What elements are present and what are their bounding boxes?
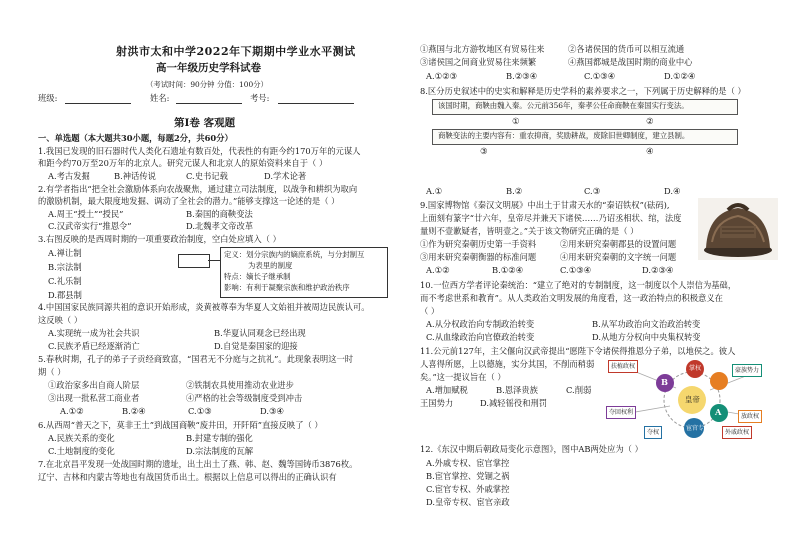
q3-line-1: 3.右图反映的是西周时期的一项重要政治制度，空白处应填入（ ）	[38, 234, 281, 244]
q10-option-a[interactable]: A.从分权政治向专制政治转变	[426, 319, 535, 329]
q7-item-4: ④燕国都城是战国时期的商业中心	[568, 57, 693, 67]
q11-option-c[interactable]: C.削弱	[566, 385, 592, 395]
label-tag-5: 夺权	[644, 426, 662, 439]
q8-answer-d[interactable]: D.④	[664, 186, 681, 196]
q3-box-line-1: 定义：划分宗族内的嫡庶系统，与分封制互	[224, 250, 365, 259]
q7-line-1: 7.在北京昌平发现一处战国时期的遗址，出土出土了燕、韩、赵、魏等国铸币3876枚。	[38, 459, 358, 469]
q4-line-2: 这反映（ ）	[38, 315, 83, 325]
number-label: 考号:	[250, 93, 270, 103]
q12-option-a[interactable]: A.外戚专权、宦官掌控	[426, 458, 510, 468]
q11-option-c-cont: 王国势力	[420, 398, 454, 408]
q2-option-a[interactable]: A.周王“授土”“授民”	[48, 209, 124, 219]
q6-line-1: 6.从西周“普天之下，莫非王土”到战国商鞅“废井田，开阡陌”直接反映了（ ）	[38, 420, 323, 430]
q2-option-c[interactable]: C.汉武帝实行“推恩令”	[48, 221, 132, 231]
node-a-letter: A	[715, 407, 722, 417]
q1-option-b[interactable]: B.神话传说	[114, 171, 156, 181]
exam-subtitle: 高一年级历史学科试卷	[156, 62, 261, 74]
q3-option-b[interactable]: B.宗法制	[48, 262, 82, 272]
q11-line-3: 矣。”这一提议旨在（ ）	[420, 372, 506, 382]
q9-item-4: ④用来研究秦朝的文字统一问题	[560, 252, 677, 262]
center-emperor-label: 皇帝	[685, 395, 700, 404]
q7-line-2: 辽宁、吉林和内蒙古等地也有战国货币出土。根据以上信息可以得出的正确认识有	[38, 472, 337, 482]
q3-option-c[interactable]: C.礼乐制	[48, 276, 82, 286]
q9-item-1: ①作为研究秦朝历史第一手资料	[420, 239, 537, 249]
q8-answer-b[interactable]: B.②	[506, 186, 523, 196]
q4-option-a[interactable]: A.实现统一成为社会共识	[48, 328, 140, 338]
q9-line-3: 量则不壹歉疑者，皆明壹之。”关于该文物研究正确的是（ ）	[420, 226, 639, 236]
class-label: 班级:	[38, 93, 58, 103]
q2-line-2: 的激励机制，最大限度地发掘、调动了全社会的潜力。”能够支撑这一论述的是（ ）	[38, 196, 340, 206]
q8-marker-1: ①	[512, 116, 520, 126]
q9-answer-b[interactable]: B.①②④	[492, 265, 524, 275]
q10-option-c[interactable]: C.从血缘政治向官僚政治转变	[426, 332, 535, 342]
q7-item-1: ①燕国与北方游牧地区有贸易往来	[420, 44, 545, 54]
q8-line-1: 8.区分历史叙述中的史实和解释是历史学科的素养要求之一，下列属于历史解释的是（ ）	[420, 86, 746, 96]
q3-option-a[interactable]: A.禅让制	[48, 248, 82, 258]
q6-option-a[interactable]: A.民族关系的变化	[48, 433, 115, 443]
label-tag-2: 豪族势力	[732, 364, 762, 377]
q5-line-2: 期（ ）	[38, 367, 66, 377]
class-field[interactable]	[65, 94, 131, 104]
node-bottom-label: 宦官专权	[686, 425, 711, 432]
q9-item-3: ③用来研究秦朝衡器的标准问题	[420, 252, 537, 262]
q2-option-d[interactable]: D.北魏孝文帝改革	[186, 221, 254, 231]
q9-item-2: ②用来研究秦朝郡县的设置问题	[560, 239, 677, 249]
q5-answer-c[interactable]: C.①③	[188, 406, 212, 416]
part1-instruction: 一、单选题（本大题共30小题，每题2分，共60分）	[38, 133, 233, 143]
q7-answer-a[interactable]: A.①②③	[426, 71, 457, 81]
q12-option-c[interactable]: C.宦官专权、外戚掌控	[426, 484, 510, 494]
label-tag-3: 夺回权利	[606, 406, 636, 419]
left-column	[38, 0, 394, 544]
q1-option-c[interactable]: C.史书记载	[186, 171, 228, 181]
q7-answer-c[interactable]: C.①③④	[584, 71, 616, 81]
q11-option-a[interactable]: A.增加赋税	[426, 385, 468, 395]
q5-item-1: ①政治家多出自商人阶层	[48, 380, 140, 390]
q6-option-c[interactable]: C.土地制度的变化	[48, 446, 115, 456]
label-tag-4: 放政权	[738, 410, 762, 423]
q8-marker-4: ④	[646, 146, 654, 156]
q3-blank-box	[178, 254, 210, 268]
number-field[interactable]	[278, 94, 354, 104]
q8-statement-1: 该国时期，商鞅由魏入秦。公元前356年，秦孝公任命商鞅在秦国实行变法。	[438, 101, 689, 110]
q4-option-b[interactable]: B.华夏认同观念已经出现	[214, 328, 306, 338]
q5-line-1: 5.春秋时期，孔子的弟子子贡经商致富，“国君无不分庭与之抗礼”。此现象表明这一时	[38, 354, 354, 364]
q3-connector	[208, 260, 220, 261]
q8-answer-a[interactable]: A.①	[426, 186, 443, 196]
q10-option-b[interactable]: B.从军功政治向文治政治转变	[592, 319, 701, 329]
node-b-letter: B	[661, 377, 669, 387]
q12-option-b[interactable]: B.宦官掌控、党锢之祸	[426, 471, 510, 481]
q8-answer-c[interactable]: C.③	[584, 186, 601, 196]
q7-item-3: ③诸侯国之间商业贸易往来频繁	[420, 57, 537, 67]
q8-marker-3: ③	[480, 146, 488, 156]
q5-answer-b[interactable]: B.②④	[122, 406, 146, 416]
q1-option-d[interactable]: D.学术论著	[264, 171, 307, 181]
q9-line-2: 上面刻有篆字“廿六年，皇帝尽并兼天下诸侯……乃诏丞相状、绾，法度	[420, 213, 682, 223]
q8-statement-2: 商鞅变法的主要内容有：重农抑商，奖励耕战，废除旧世卿制度，建立县制。	[438, 131, 690, 140]
q6-option-d[interactable]: D.宗法制度的瓦解	[186, 446, 254, 456]
q2-line-1: 2.有学者指出“把全社会激励体系向农战聚焦，通过建立司法制度，以战争和耕织为取向	[38, 184, 358, 194]
q11-line-2: 人喜得所愿，上以德施，实分其国，不削而稍弱	[420, 359, 595, 369]
q9-answer-c[interactable]: C.①③④	[560, 265, 592, 275]
q2-option-b[interactable]: B.秦国的商鞅变法	[186, 209, 253, 219]
q9-answer-a[interactable]: A.①②	[426, 265, 450, 275]
q5-answer-a[interactable]: A.①②	[60, 406, 84, 416]
iron-weight-photo	[698, 198, 778, 260]
q12-cycle-diagram	[606, 358, 780, 438]
q7-answer-b[interactable]: B.②③④	[506, 71, 538, 81]
node-right	[710, 372, 728, 390]
q1-line-1: 1.我国已发现的旧石器时代人类化石遗址有数百处，代表性的有距今约170万年的元谋人	[38, 146, 361, 156]
exam-title: 射洪市太和中学2022年下期期中学业水平测试	[116, 45, 356, 58]
q3-box-line-2: 为表里的制度	[248, 261, 293, 270]
q4-line-1: 4.中国国家民族同源共祖的意识开始形成，炎黄被尊奉为华夏人文始祖并被周边民族认可。	[38, 302, 370, 312]
node-top-label: 掌权	[689, 365, 702, 372]
right-column	[420, 0, 782, 544]
q8-marker-2: ②	[646, 116, 654, 126]
q5-item-4: ④严格的社会等级制度受到冲击	[186, 393, 303, 403]
name-label: 姓名:	[150, 93, 170, 103]
q9-answer-d[interactable]: D.②③④	[642, 265, 674, 275]
q9-line-1: 9.国家博物馆《秦汉文明展》中出土于甘肃天水的“秦诏铁权”(砝码),	[420, 200, 670, 210]
q5-answer-d[interactable]: D.③④	[260, 406, 284, 416]
q4-option-c[interactable]: C.民族矛盾已经逐渐消亡	[48, 341, 140, 351]
q3-box-line-3: 特点：嫡长子继承制	[224, 272, 291, 281]
label-tag-1: 扶植政权	[608, 360, 638, 373]
q6-option-b[interactable]: B.封建专制的强化	[186, 433, 253, 443]
label-tag-6: 外戚政权	[722, 426, 752, 439]
q5-item-3: ③出现一批私营工商业者	[48, 393, 140, 403]
exam-info: （考试时间：90分钟 分值：100分）	[146, 80, 268, 89]
q11-option-b[interactable]: B.恩泽贵族	[496, 385, 538, 395]
q11-line-1: 11.公元前127年，主父偃向汉武帝提出“愿陛下令诸侯得推恩分子弟，以地侯之。彼人	[420, 346, 736, 356]
q11-option-d[interactable]: D.减轻徭役和刑罚	[480, 398, 548, 408]
part1-title: 第Ⅰ卷 客观题	[174, 117, 236, 129]
q10-line-1: 10.一位西方学者评论秦统治：“建立了绝对的专制制度，这一制度以个人崇信为基础，	[420, 280, 737, 290]
q12-line-1: 12.《东汉中期后朝政局变化示意图》，图中AB两处应为（ ）	[420, 444, 643, 454]
q5-item-2: ②铁制农具使用推动农业进步	[186, 380, 294, 390]
q1-line-2: 和距今约70万至20万年的北京人。研究元谋人和北京人的原始资料来自于（ ）	[38, 158, 328, 168]
q3-box-line-4: 影响：有利于凝聚宗族和维护政治秩序	[224, 283, 350, 292]
q7-answer-d[interactable]: D.①②④	[664, 71, 696, 81]
q1-option-a[interactable]: A.考古发掘	[48, 171, 90, 181]
q7-item-2: ②各诸侯国的货币可以相互流通	[568, 44, 685, 54]
q10-line-3: （ ）	[420, 306, 440, 316]
q4-option-d[interactable]: D.自觉是秦国家的迎接	[214, 341, 298, 351]
name-field[interactable]	[176, 94, 242, 104]
q3-option-d[interactable]: D.郡县制	[48, 290, 82, 300]
q10-option-d[interactable]: D.从地方分权向中央集权转变	[592, 332, 701, 342]
q12-option-d[interactable]: D.皇帝专权、宦官亲政	[426, 497, 510, 507]
q10-line-2: 而不考虑世系和教育”。从人类政治文明发展的角度看，这一政治特点的积极意义在	[420, 293, 723, 303]
